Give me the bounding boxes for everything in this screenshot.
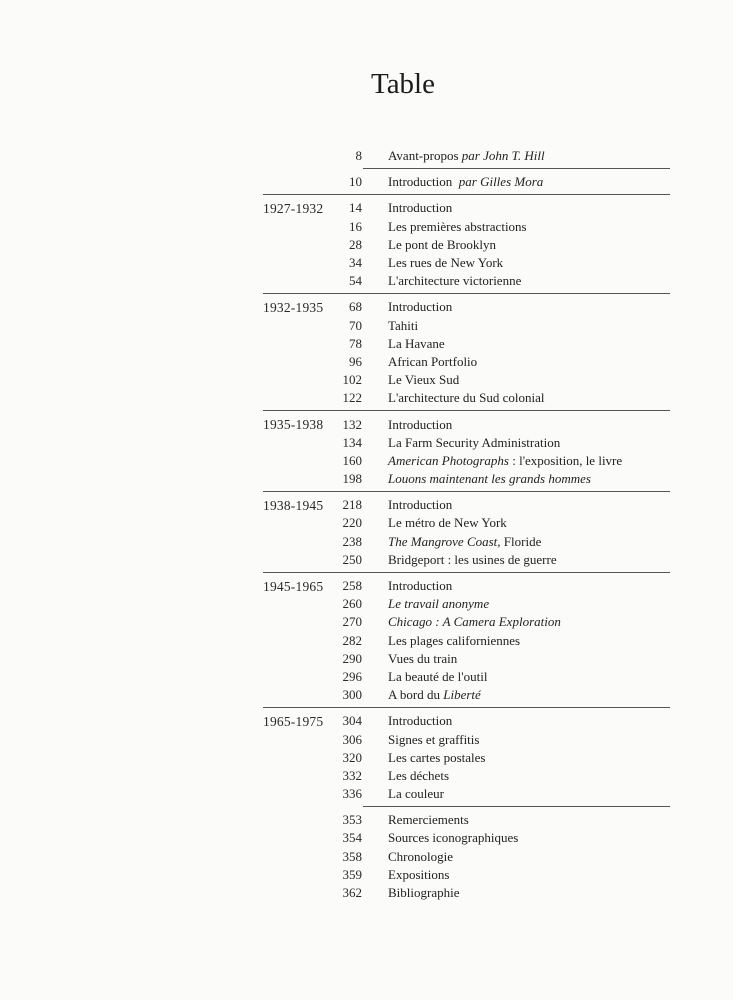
page-number: 258	[342, 578, 362, 594]
toc-entry[interactable]	[263, 335, 670, 353]
entry-title-text: A bord du	[388, 687, 444, 703]
entry-title	[388, 354, 477, 370]
entry-title-text: La Farm Security Administration	[388, 434, 561, 450]
toc-entry[interactable]	[263, 613, 670, 631]
entry-title	[388, 237, 496, 253]
toc-entry[interactable]	[263, 811, 670, 829]
entry-title-text: : l'exposition, le livre	[508, 452, 623, 468]
period-label: 1965-1975	[263, 714, 324, 730]
toc-entry[interactable]	[263, 254, 670, 272]
entry-title	[388, 255, 503, 271]
toc-entry[interactable]	[263, 767, 670, 785]
toc-entry[interactable]	[263, 199, 670, 217]
page-number: 16	[349, 218, 362, 234]
toc-entry[interactable]	[263, 730, 670, 748]
page-number: 320	[342, 749, 362, 765]
entry-title-text: La Havane	[388, 335, 445, 351]
page-number: 260	[342, 596, 362, 612]
toc-entry[interactable]	[263, 272, 670, 290]
page-number: 290	[342, 650, 362, 666]
period-label: 1945-1965	[263, 578, 324, 594]
page-number: 270	[342, 614, 362, 630]
entry-title-text: Les premières abstractions	[388, 218, 527, 234]
page-number: 134	[342, 434, 362, 450]
entry-title	[388, 687, 481, 703]
page-number: 70	[349, 317, 362, 333]
entry-title-text: Vues du train	[388, 650, 458, 666]
period-label: 1932-1935	[263, 300, 324, 316]
page-number: 362	[342, 885, 362, 901]
entry-title-italic: Liberté	[443, 687, 481, 703]
page-number: 78	[349, 335, 362, 351]
toc-entry[interactable]	[263, 712, 670, 730]
page-number: 160	[342, 452, 362, 468]
toc-entry[interactable]	[263, 147, 670, 165]
page-number: 218	[342, 497, 362, 513]
toc-section	[263, 572, 670, 707]
entry-title	[388, 372, 459, 388]
toc-entry[interactable]	[263, 533, 670, 551]
entry-title	[388, 732, 479, 748]
entry-title	[388, 614, 561, 630]
entry-title-text: Sources iconographiques	[388, 830, 519, 846]
entry-title-text: Le métro de New York	[388, 515, 507, 531]
entry-title-italic: Le travail anonyme	[388, 596, 490, 612]
toc-entry[interactable]	[263, 829, 670, 847]
entry-title	[388, 750, 485, 766]
entry-title	[388, 786, 444, 802]
entry-title-text: Remerciements	[388, 812, 469, 828]
entry-title-text: Le pont de Brooklyn	[388, 236, 496, 252]
entry-title-text: Bibliographie	[388, 885, 460, 901]
entry-title	[388, 174, 543, 190]
toc-section	[263, 491, 670, 572]
page-number: 250	[342, 551, 362, 567]
entry-title	[388, 390, 544, 406]
toc-entry[interactable]	[263, 551, 670, 569]
entry-title	[388, 552, 557, 568]
entry-title-text: Signes et graffitis	[388, 731, 480, 747]
toc-entry[interactable]	[263, 668, 670, 686]
page-number: 122	[342, 390, 362, 406]
entry-title-text: Introduction	[388, 416, 453, 432]
entry-title	[388, 515, 507, 531]
page-number: 102	[342, 372, 362, 388]
page-number: 354	[342, 830, 362, 846]
entry-title-text: Tahiti	[388, 317, 419, 333]
table-of-contents	[0, 143, 733, 905]
entry-title-italic: The Mangrove Coast,	[388, 533, 501, 549]
entry-title-italic: American Photographs	[388, 452, 509, 468]
entry-title-text: Introduction	[388, 497, 453, 513]
toc-entry[interactable]	[263, 389, 670, 407]
entry-title	[388, 336, 445, 352]
page-number: 8	[355, 148, 362, 164]
page-number: 198	[342, 471, 362, 487]
page-number: 282	[342, 632, 362, 648]
page-number: 358	[342, 848, 362, 864]
entry-title-text: L'architecture du Sud colonial	[388, 390, 545, 406]
entry-title-text: L'architecture victorienne	[388, 273, 522, 289]
toc-entry[interactable]	[263, 353, 670, 371]
page-title: Table	[371, 68, 435, 100]
entry-title-text: Introduction	[388, 299, 453, 315]
entry-title-text: Introduction	[388, 713, 453, 729]
toc-entry[interactable]	[263, 415, 670, 433]
entry-title	[388, 651, 457, 667]
toc-entry[interactable]	[263, 595, 670, 613]
entry-title-italic: par John T. Hill	[461, 148, 545, 164]
page-number: 34	[349, 255, 362, 271]
toc-entry[interactable]	[263, 866, 670, 884]
entry-title	[388, 713, 452, 729]
period-label: 1935-1938	[263, 417, 324, 433]
toc-entry[interactable]	[263, 236, 670, 254]
entry-title	[388, 867, 449, 883]
toc-entry[interactable]	[263, 884, 670, 902]
toc-entry[interactable]	[263, 298, 670, 316]
page-number: 14	[349, 200, 362, 216]
entry-title-text: La beauté de l'outil	[388, 668, 488, 684]
page-number: 132	[342, 416, 362, 432]
entry-title	[388, 812, 469, 828]
toc-entry[interactable]	[263, 371, 670, 389]
page-number: 296	[342, 668, 362, 684]
entry-title	[388, 219, 527, 235]
entry-title-text: African Portfolio	[388, 353, 478, 369]
toc-entry[interactable]	[263, 632, 670, 650]
entry-title-text: Introduction	[388, 174, 456, 190]
entry-title	[388, 633, 520, 649]
entry-title-text: Bridgeport : les usines de guerre	[388, 551, 557, 567]
entry-title	[388, 417, 452, 433]
entry-title	[388, 200, 452, 216]
toc-entry[interactable]	[263, 317, 670, 335]
entry-title	[388, 830, 518, 846]
entry-title-text: Les déchets	[388, 767, 450, 783]
toc-section	[263, 410, 670, 491]
toc-entry[interactable]	[263, 514, 670, 532]
entry-title	[388, 453, 622, 469]
entry-title-text: Le Vieux Sud	[388, 372, 460, 388]
entry-title	[388, 497, 452, 513]
toc-entry[interactable]	[263, 650, 670, 668]
toc-entry[interactable]	[263, 749, 670, 767]
toc-entry[interactable]	[263, 686, 670, 704]
page-number: 96	[349, 353, 362, 369]
entry-title-text: Introduction	[388, 200, 453, 216]
page-number: 220	[342, 515, 362, 531]
entry-title-italic: par Gilles Mora	[455, 174, 544, 190]
entry-title-text: Introduction	[388, 578, 453, 594]
page-number: 28	[349, 236, 362, 252]
toc-entry[interactable]	[263, 848, 670, 866]
entry-title-text: Les plages californiennes	[388, 632, 521, 648]
toc-entry[interactable]	[263, 470, 670, 488]
toc-entry[interactable]	[263, 577, 670, 595]
page-number: 238	[342, 533, 362, 549]
entry-title-italic: Chicago : A Camera Exploration	[388, 614, 561, 630]
entry-title	[388, 596, 489, 612]
page-number: 68	[349, 299, 362, 315]
toc-section	[263, 143, 670, 168]
entry-title	[388, 471, 591, 487]
page-number: 336	[342, 786, 362, 802]
entry-title	[388, 318, 418, 334]
toc-entry[interactable]	[263, 496, 670, 514]
toc-section	[263, 707, 670, 806]
entry-title	[388, 578, 452, 594]
toc-entry[interactable]	[263, 452, 670, 470]
toc-section	[263, 168, 670, 194]
entry-title-text: Floride	[500, 533, 542, 549]
entry-title	[388, 768, 449, 784]
toc-section	[263, 293, 670, 410]
entry-title-text: Les cartes postales	[388, 749, 486, 765]
page-number: 54	[349, 273, 362, 289]
entry-title	[388, 669, 487, 685]
page-number: 353	[342, 812, 362, 828]
entry-title-text: Expositions	[388, 866, 450, 882]
page-number: 300	[342, 687, 362, 703]
entry-title	[388, 435, 560, 451]
entry-title	[388, 148, 545, 164]
toc-section	[263, 806, 670, 905]
page-number: 306	[342, 731, 362, 747]
entry-title-text: Avant-propos	[388, 148, 462, 164]
page-number: 304	[342, 713, 362, 729]
entry-title-text: Les rues de New York	[388, 255, 504, 271]
period-label: 1938-1945	[263, 498, 324, 514]
entry-title-italic: Louons maintenant les grands hommes	[388, 471, 591, 487]
period-label: 1927-1932	[263, 201, 324, 217]
toc-entry[interactable]	[263, 218, 670, 236]
entry-title-text: Chronologie	[388, 848, 453, 864]
toc-entry[interactable]	[263, 173, 670, 191]
page-number: 359	[342, 866, 362, 882]
entry-title-text: La couleur	[388, 786, 444, 802]
entry-title	[388, 849, 453, 865]
page-number: 332	[342, 767, 362, 783]
entry-title	[388, 534, 541, 550]
entry-title	[388, 885, 460, 901]
toc-section	[263, 194, 670, 293]
entry-title	[388, 299, 452, 315]
toc-entry[interactable]	[263, 785, 670, 803]
toc-entry[interactable]	[263, 434, 670, 452]
page-number: 10	[349, 174, 362, 190]
entry-title	[388, 273, 521, 289]
